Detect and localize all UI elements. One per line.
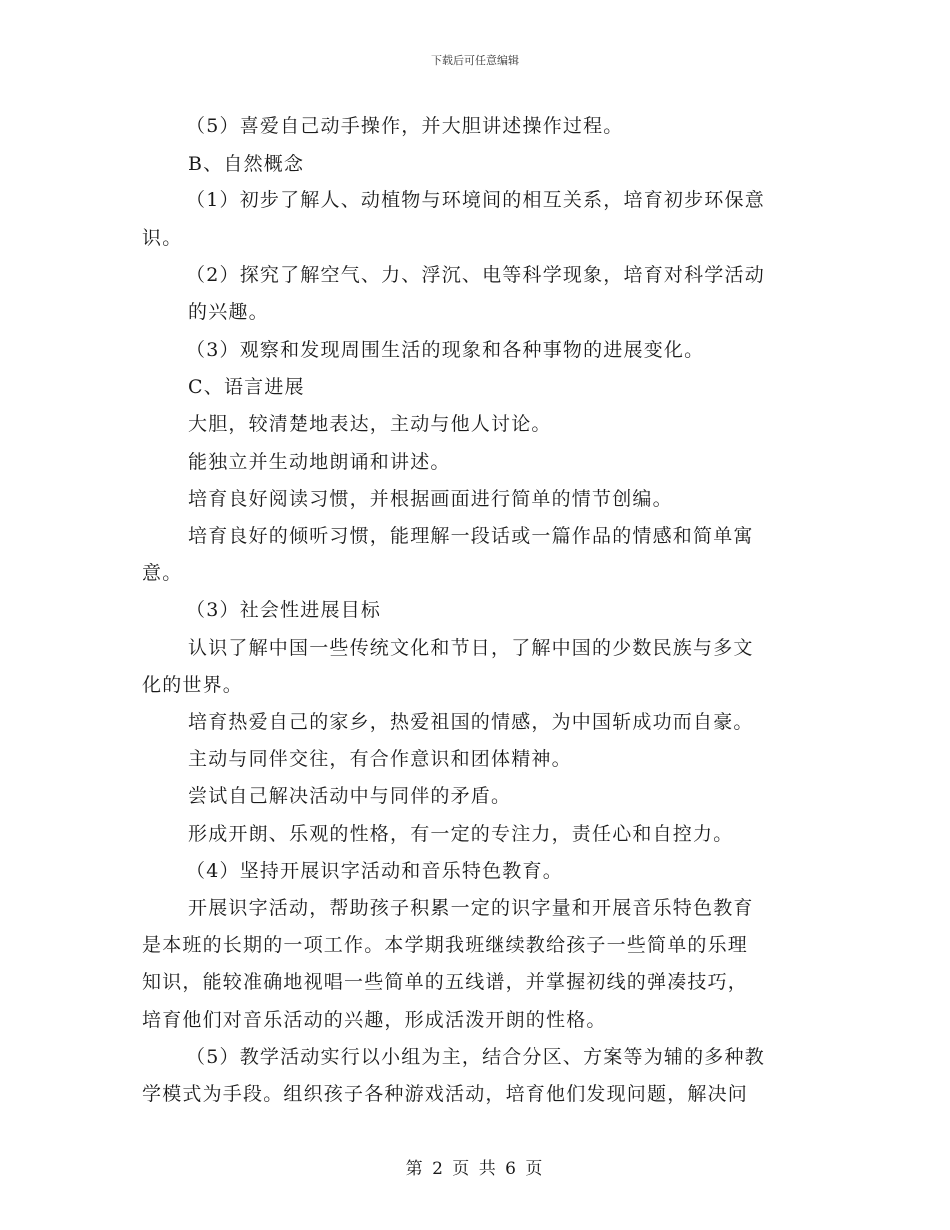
body-line: （3）观察和发现周围生活的现象和各种事物的进展变化。 — [186, 339, 705, 361]
body-line: 意。 — [142, 562, 183, 584]
section-heading: B、自然概念 — [188, 153, 305, 175]
body-line: 培育热爱自己的家乡，热爱祖国的情感，为中国斩成功而自豪。 — [188, 711, 754, 733]
page-number: 第 2 页 共 6 页 — [405, 1159, 545, 1179]
body-line: （1）初步了解人、动植物与环境间的相互关系，培育初步环保意 — [186, 189, 765, 211]
section-heading: C、语言进展 — [188, 376, 305, 398]
body-line: 学模式为手段。组织孩子各种游戏活动，培育他们发现问题，解决问 — [142, 1083, 749, 1105]
section-heading: （4）坚持开展识字活动和音乐特色教育。 — [186, 860, 563, 882]
body-line: 的兴趣。 — [188, 301, 269, 323]
page-header: 下载后可任意编辑 — [431, 54, 519, 67]
body-line: （2）探究了解空气、力、浮沉、电等科学现象，培育对科学活动 — [186, 264, 765, 286]
body-line: 主动与同伴交往，有合作意识和团体精神。 — [188, 748, 572, 770]
body-line: 培育良好阅读习惯，并根据画面进行简单的情节创编。 — [188, 488, 673, 510]
body-line: 能独立并生动地朗诵和讲述。 — [188, 451, 451, 473]
body-line: 开展识字活动，帮助孩子积累一定的识字量和开展音乐特色教育 — [188, 897, 754, 919]
body-line: （5）教学活动实行以小组为主，结合分区、方案等为辅的多种教 — [186, 1046, 765, 1068]
body-line: 是本班的长期的一项工作。本学期我班继续教给孩子一些简单的乐理 — [142, 934, 749, 956]
body-line: （5）喜爱自己动手操作，并大胆讲述操作过程。 — [186, 115, 624, 137]
body-line: 培育良好的倾听习惯，能理解一段话或一篇作品的情感和简单寓 — [188, 525, 754, 547]
section-heading: （3）社会性进展目标 — [186, 599, 382, 621]
body-line: 认识了解中国一些传统文化和节日，了解中国的少数民族与多文 — [188, 637, 754, 659]
body-line: 形成开朗、乐观的性格，有一定的专注力，责任心和自控力。 — [188, 823, 734, 845]
body-line: 大胆，较清楚地表达，主动与他人讨论。 — [188, 413, 552, 435]
body-line: 知识，能较准确地视唱一些简单的五线谱，并掌握初线的弹凑技巧， — [142, 971, 749, 993]
body-line: 化的世界。 — [142, 674, 244, 696]
body-line: 识。 — [142, 227, 183, 249]
body-line: 尝试自己解决活动中与同伴的矛盾。 — [188, 785, 512, 807]
body-line: 培育他们对音乐活动的兴趣，形成活泼开朗的性格。 — [142, 1009, 607, 1031]
